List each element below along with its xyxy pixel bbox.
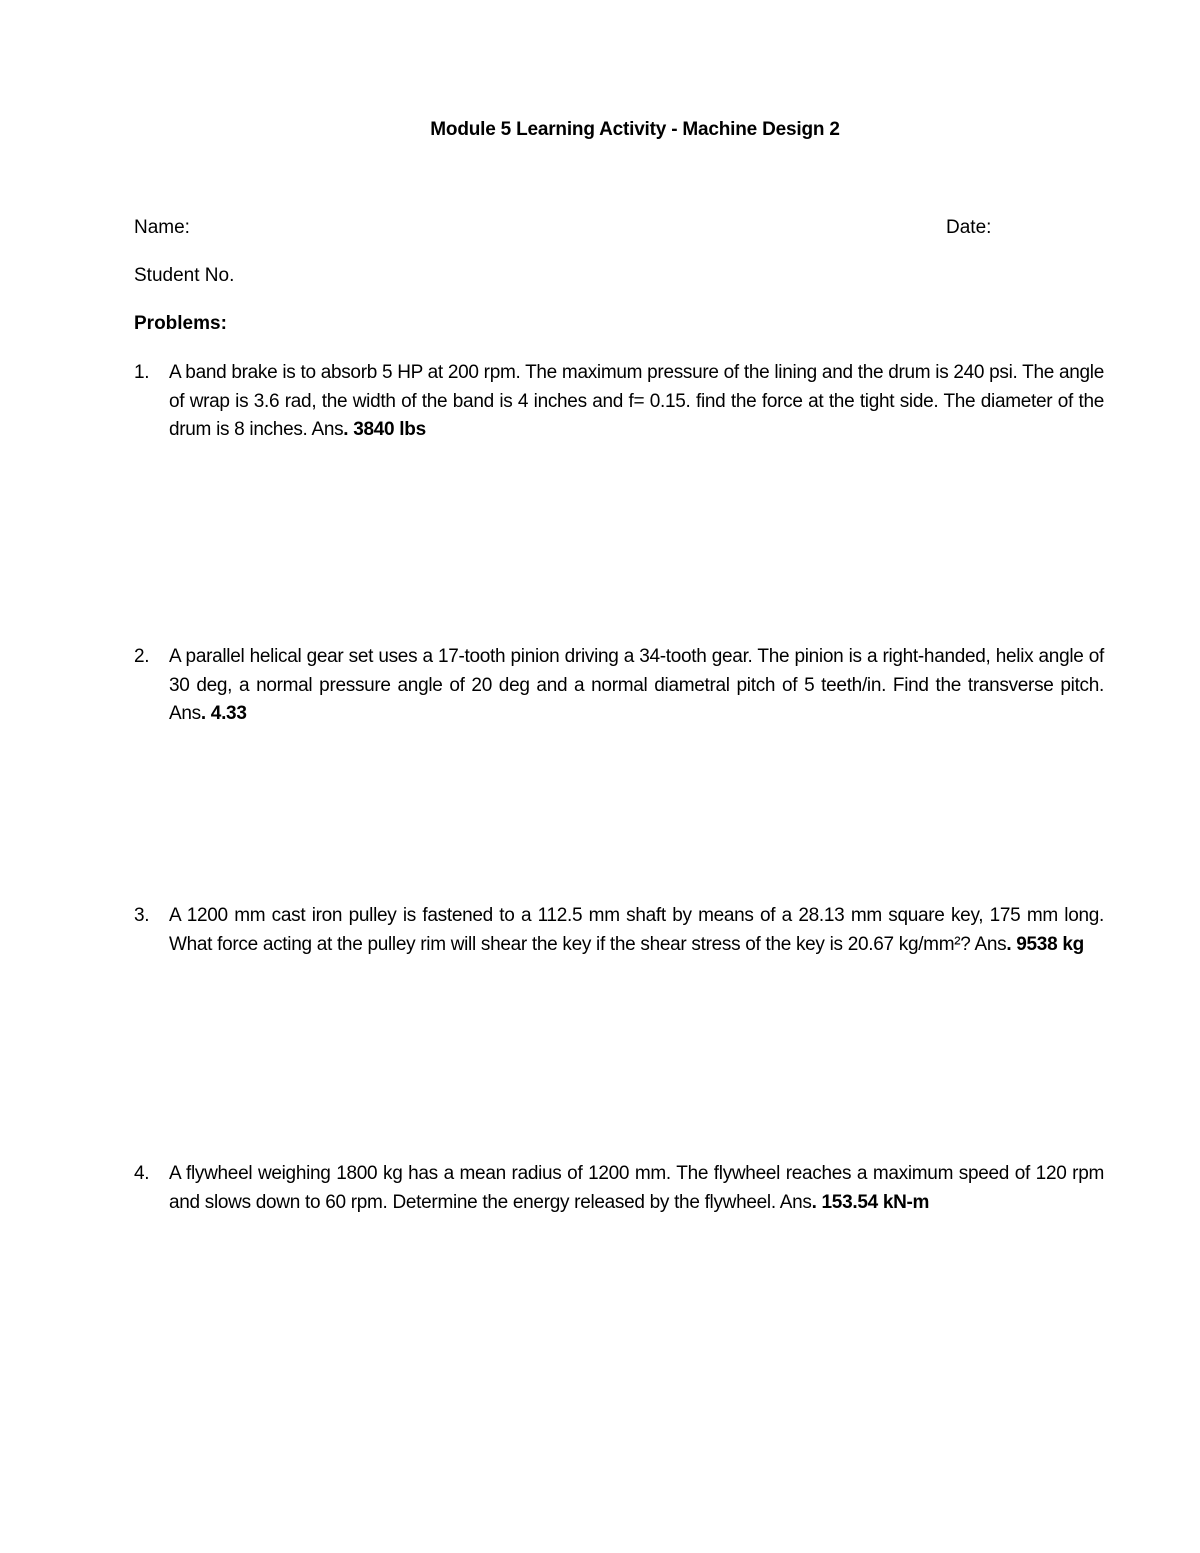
problem-item: [134, 1160, 1104, 1217]
problem-text: A 1200 mm cast iron pulley is fastened to a 112.5 mm shaft by means of a 28.13 mm square key, 175 mm long. What force acting at the pulley rim will shear the key if the shear stress of the key is 20.67 kg/mm²? Ans: [169, 905, 1104, 955]
problem-answer: . 153.54 kN-m: [811, 1191, 930, 1213]
problem-number: 2.: [134, 646, 150, 667]
document-title: Module 5 Learning Activity - Machine Design 2: [430, 119, 840, 140]
problem-number: 4.: [134, 1163, 150, 1184]
problem-number: 3.: [134, 905, 150, 926]
problem-text: A parallel helical gear set uses a 17-tooth pinion driving a 34-tooth gear. The pinion is a right-handed, helix angle of 30 deg, a normal pressure angle of 20 deg and a normal diametral pitch of 5 teeth/in. Find the transverse pitch. Ans: [169, 646, 1104, 724]
problem-item: [134, 643, 1104, 729]
name-label: Name:: [134, 217, 190, 238]
problem-item: [134, 359, 1104, 445]
problem-number: 1.: [134, 362, 150, 383]
problem-item: [134, 902, 1104, 959]
problem-text: A flywheel weighing 1800 kg has a mean radius of 1200 mm. The flywheel reaches a maximum speed of 120 rpm and slows down to 60 rpm. Determine the energy released by the flywheel. Ans: [169, 1163, 1104, 1213]
student-no-label: Student No.: [134, 265, 235, 286]
problem-answer: . 4.33: [200, 703, 247, 724]
problem-text: A band brake is to absorb 5 HP at 200 rpm. The maximum pressure of the lining and the drum is 240 psi. The angle of wrap is 3.6 rad, the width of the band is 4 inches and f= 0.15. find the force at the tight side. The diameter of the drum is 8 inches. Ans: [169, 362, 1104, 440]
date-label: Date:: [946, 217, 992, 238]
problems-heading: Problems:: [134, 313, 227, 334]
problem-text-block: [169, 1160, 1104, 1217]
problem-text-block: [169, 643, 1104, 729]
problem-text-block: [169, 359, 1104, 445]
problem-answer: . 3840 lbs: [343, 419, 426, 440]
problem-text-block: [169, 902, 1104, 959]
problem-answer: . 9538 kg: [1006, 933, 1084, 955]
